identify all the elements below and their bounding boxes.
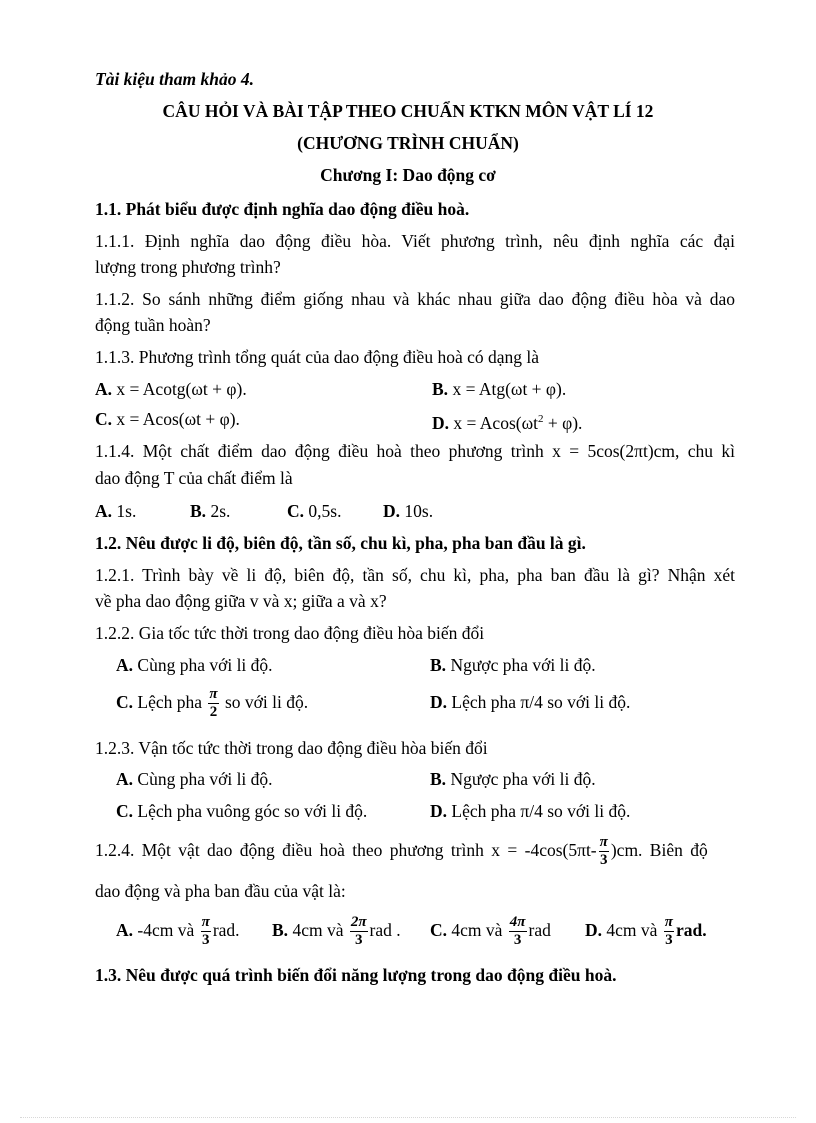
option-text-end: rad . xyxy=(369,920,401,940)
fraction-denominator: 3 xyxy=(599,852,608,869)
question-1-2-3: 1.2.3. Vận tốc tức thời trong dao động điều hòa biến đổi xyxy=(95,738,488,758)
fraction-numerator: π xyxy=(599,834,608,851)
reference-title: Tài kiệu tham khảo 4. xyxy=(95,69,254,89)
question-1-1-4-line1: 1.1.4. Một chất điểm dao động điều hoà theo phương trình x = 5cos(2πt)cm, chu kì xyxy=(95,441,735,461)
option-text: 4cm và xyxy=(606,920,658,940)
option-1-1-3-c xyxy=(95,408,240,430)
option-text: Lệch pha vuông góc so với li độ. xyxy=(137,801,368,821)
section-1-3-heading: 1.3. Nêu được quá trình biến đổi năng lượng trong dao động điều hoà. xyxy=(95,965,617,985)
question-1-1-2-line1: 1.1.2. So sánh những điểm giống nhau và khác nhau giữa dao động điều hòa và dao xyxy=(95,289,735,309)
option-1-2-2-c xyxy=(116,684,308,721)
question-1-2-1-line1: 1.2.1. Trình bày về li độ, biên độ, tần số, chu kì, pha, pha ban đầu là gì? Nhận xét xyxy=(95,565,735,585)
question-1-2-4-line2: dao động và pha ban đầu của vật là: xyxy=(95,881,346,901)
option-text: Ngược pha với li độ. xyxy=(450,655,596,675)
fraction-denominator: 3 xyxy=(665,932,673,949)
section-1-1-heading: 1.1. Phát biểu được định nghĩa dao động điều hoà. xyxy=(95,199,470,219)
question-1-1-3: 1.1.3. Phương trình tổng quát của dao động điều hoà có dạng là xyxy=(95,347,540,367)
option-label: C. xyxy=(95,409,113,429)
option-label: C. xyxy=(116,692,134,712)
fraction-denominator: 3 xyxy=(513,932,522,949)
option-1-2-3-d xyxy=(430,800,630,822)
option-label: D. xyxy=(430,692,448,712)
chapter-title: Chương I: Dao động cơ xyxy=(320,165,496,185)
section-1-2-heading: 1.2. Nêu được li độ, biên độ, tần số, chu kì, pha, pha ban đầu là gì. xyxy=(95,533,586,553)
fraction-numerator: π xyxy=(664,914,673,931)
option-text: 1s. xyxy=(116,501,137,521)
option-label: A. xyxy=(95,501,113,521)
option-text: Lệch pha π/4 so với li độ. xyxy=(451,692,631,712)
option-1-2-2-b xyxy=(430,654,596,676)
option-1-2-2-a xyxy=(116,654,273,676)
question-1-1-1-line2: lượng trong phương trình? xyxy=(95,257,281,277)
option-1-1-4-a xyxy=(95,500,136,522)
question-text-end: )cm. Biên độ xyxy=(610,840,708,860)
option-label: D. xyxy=(585,920,603,940)
fraction-numerator: π xyxy=(201,914,210,931)
option-label: B. xyxy=(430,655,447,675)
main-title: CÂU HỎI VÀ BÀI TẬP THEO CHUẨN KTKN MÔN VẬT LÍ 12 xyxy=(162,101,654,121)
option-text: x = Acos(ωt + φ). xyxy=(116,409,240,429)
page-footer-divider xyxy=(20,1117,796,1118)
option-text: 2s. xyxy=(210,501,231,521)
option-1-2-3-c xyxy=(116,800,367,822)
option-label: B. xyxy=(432,379,449,399)
option-1-1-3-a xyxy=(95,378,247,400)
fraction-numerator: 2π xyxy=(350,914,367,931)
option-label: C. xyxy=(116,801,134,821)
option-text: Cùng pha với li độ. xyxy=(137,655,273,675)
option-text: -4cm và xyxy=(137,920,195,940)
question-1-1-1-line1: 1.1.1. Định nghĩa dao động điều hòa. Viết phương trình, nêu định nghĩa các đại xyxy=(95,231,735,251)
fraction-denominator: 2 xyxy=(209,704,218,721)
question-1-2-1-line2: về pha dao động giữa v và x; giữa a và x? xyxy=(95,591,387,611)
option-label: D. xyxy=(383,501,401,521)
option-text-end: rad. xyxy=(212,920,240,940)
option-1-1-3-d xyxy=(432,408,582,434)
question-1-2-4-line1 xyxy=(95,832,735,869)
fraction-numerator: π xyxy=(209,686,218,703)
question-text: 1.2.4. Một vật dao động điều hoà theo phương trình x = -4cos(5πt- xyxy=(95,840,597,860)
fraction-denominator: 3 xyxy=(354,932,363,949)
fraction-pi-over-2 xyxy=(208,686,218,721)
option-1-1-4-b xyxy=(190,500,230,522)
option-text-end: rad. xyxy=(676,920,707,940)
option-text: 0,5s. xyxy=(308,501,342,521)
option-text-end: rad xyxy=(528,920,551,940)
option-text: x = Acos(ωt xyxy=(453,412,538,433)
option-1-1-4-c xyxy=(287,500,341,522)
question-1-1-2-line2: động tuần hoàn? xyxy=(95,315,211,335)
option-label: A. xyxy=(116,769,134,789)
fraction xyxy=(664,914,674,949)
option-text: x = Acotg(ωt + φ). xyxy=(116,379,247,399)
option-label: A. xyxy=(116,920,134,940)
superscript: 2 xyxy=(537,413,544,425)
option-label: D. xyxy=(430,801,448,821)
option-text-end: + φ). xyxy=(543,412,583,433)
fraction xyxy=(350,914,368,949)
option-label: C. xyxy=(287,501,305,521)
option-1-1-4-d xyxy=(383,500,433,522)
option-1-2-4-a xyxy=(116,912,240,949)
option-1-2-3-a xyxy=(116,768,273,790)
option-1-2-4-d xyxy=(585,912,707,949)
option-label: A. xyxy=(95,379,113,399)
option-text: Lệch pha xyxy=(137,692,203,712)
option-1-2-4-b xyxy=(272,912,401,949)
option-label: C. xyxy=(430,920,448,940)
option-label: B. xyxy=(272,920,289,940)
question-1-2-2: 1.2.2. Gia tốc tức thời trong dao động điều hòa biến đổi xyxy=(95,623,485,643)
option-1-2-4-c xyxy=(430,912,551,949)
option-text: 10s. xyxy=(404,501,434,521)
option-text: 4cm và xyxy=(292,920,344,940)
option-text: x = Atg(ωt + φ). xyxy=(452,379,567,399)
option-text: Lệch pha π/4 so với li độ. xyxy=(451,801,631,821)
option-text: Cùng pha với li độ. xyxy=(137,769,273,789)
option-label: A. xyxy=(116,655,134,675)
question-1-1-4-line2: dao động T của chất điểm là xyxy=(95,468,293,488)
option-label: D. xyxy=(432,412,450,433)
fraction xyxy=(509,914,527,949)
option-1-2-3-b xyxy=(430,768,596,790)
option-text: 4cm và xyxy=(451,920,503,940)
subtitle: (CHƯƠNG TRÌNH CHUẨN) xyxy=(297,133,519,153)
fraction-numerator: 4π xyxy=(509,914,526,931)
option-label: B. xyxy=(430,769,447,789)
option-text-end: so với li độ. xyxy=(224,692,309,712)
fraction-denominator: 3 xyxy=(201,932,210,949)
option-1-1-3-b xyxy=(432,378,566,400)
option-text: Ngược pha với li độ. xyxy=(450,769,596,789)
fraction xyxy=(201,914,211,949)
option-1-2-2-d xyxy=(430,691,630,713)
option-label: B. xyxy=(190,501,207,521)
fraction-pi-over-3 xyxy=(599,834,609,869)
